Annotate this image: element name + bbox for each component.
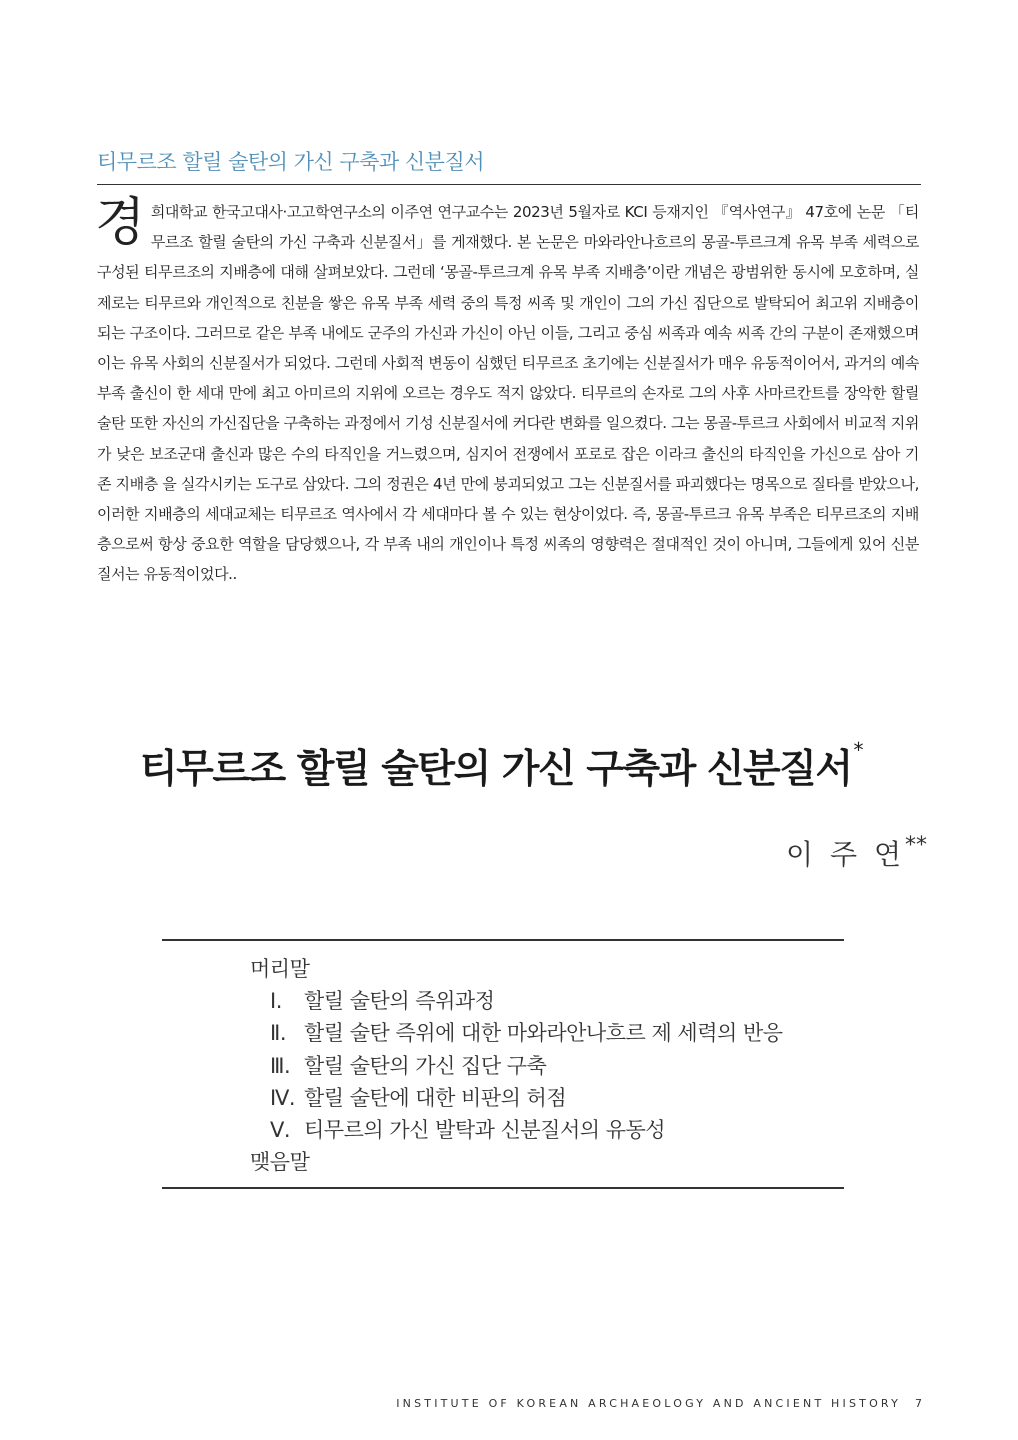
toc-chapter-4: [250, 1082, 783, 1114]
article-body: [95, 193, 919, 590]
toc-chapter-1: [250, 985, 783, 1017]
author-footnote-mark: **: [905, 833, 927, 858]
toc-chapter-title: 할릴 술탄 즉위에 대한 마와라안나흐르 제 세력의 반응: [304, 1021, 783, 1046]
toc-chapter-number: Ⅰ.: [270, 989, 282, 1014]
toc-chapter-title: 할릴 술탄의 즉위과정: [304, 989, 495, 1014]
title-divider: [97, 184, 921, 185]
table-of-contents: [250, 953, 783, 1178]
article-text: 희대학교 한국고대사·고고학연구소의 이주연 연구교수는 2023년 5월자로 KCI 등재지인 『역사연구』 47호에 논문 「티무르조 할릴 술탄의 가신 구축과 신분질서」를 게재했다. 본 논문은 마와라안나흐르의 몽골-투르크계 유목 부족 세력으로 구성된 티무르조의 지배층에 대해 살펴보았다. 그런데 ‘몽골-투르크계 유목 부족 지배층’이란 개념은 광범위한 동시에 모호하며, 실제로는 티무르와 개인적으로 친분을 쌓은 유목 부족 세력 중의 특정 씨족 및 개인이 그의 가신 집단으로 발탁되어 최고위 지배층이 되는 구조이다. 그러므로 같은 부족 내에도 군주의 가신과 가신이 아닌 이들, 그리고 중심 씨족과 예속 씨족 간의 구분이 존재했으며 이는 유목 사회의 신분질서가 되었다. 그런데 사회적 변동이 심했던 티무르조 초기에는 신분질서가 매우 유동적이어서, 과거의 예속 부족 출신이 한 세대 만에 최고 아미르의 지위에 오르는 경우도 적지 않았다. 티무르의 손자로 그의 사후 사마르칸트를 장악한 할릴 술탄 또한 자신의 가신집단을 구축하는 과정에서 기성 신분질서에 커다란 변화를 일으켰다. 그는 몽골-투르크 사회에서 비교적 지위가 낮은 보조군대 출신과 많은 수의 타직인을 거느렸으며, 심지어 전쟁에서 포로로 잡은 이라크 출신의 타직인을 가신으로 삼아 기존 지배층 을 실각시키는 도구로 삼았다. 그의 정권은 4년 만에 붕괴되었고 그는 신분질서를 파괴했다는 명목으로 질타를 받았으나, 이러한 지배층의 세대교체는 티무르조 역사에서 각 세대마다 볼 수 있는 현상이었다. 즉, 몽골-투르크 유목 부족은 티무르조의 지배층으로써 항상 중요한 역할을 담당했으나, 각 부족 내의 개인이나 특정 씨족의 영향력은 절대적인 것이 아니며, 그들에게 있어 신분질서는 유동적이었다..: [97, 203, 919, 584]
toc-chapter-title: 티무르의 가신 발탁과 신분질서의 유동성: [304, 1118, 666, 1143]
toc-chapter-number: Ⅱ.: [270, 1021, 287, 1046]
toc-chapter-title: 할릴 술탄의 가신 집단 구축: [304, 1053, 547, 1078]
author: [786, 833, 927, 873]
section-title: 티무르조 할릴 술탄의 가신 구축과 신분질서: [97, 150, 485, 174]
toc-chapter-number: Ⅳ.: [270, 1085, 296, 1110]
toc-bottom-rule: [162, 1187, 844, 1189]
toc-intro: 머리말: [250, 957, 310, 981]
toc-chapter-3: [250, 1050, 783, 1082]
toc-chapter-number: Ⅴ.: [270, 1118, 291, 1143]
author-name: 이 주 연: [786, 838, 905, 871]
toc-outro: 맺음말: [250, 1150, 310, 1175]
page-footer: [396, 1397, 922, 1410]
page-number: 7: [915, 1397, 922, 1410]
toc-chapter-2: [250, 1017, 783, 1049]
footer-institute: INSTITUTE OF KOREAN ARCHAEOLOGY AND ANCIENT HISTORY: [396, 1397, 901, 1410]
toc-chapter-5: [250, 1114, 783, 1146]
toc-chapter-number: Ⅲ.: [270, 1053, 291, 1078]
paper-title-text: 티무르조 할릴 술탄의 가신 구축과 신분질서: [140, 747, 852, 792]
toc-top-rule: [162, 939, 844, 941]
title-footnote-mark: *: [853, 738, 863, 762]
drop-cap: 경: [95, 193, 145, 253]
toc-chapter-title: 할릴 술탄에 대한 비판의 허점: [304, 1085, 567, 1110]
paper-title: [140, 738, 900, 794]
